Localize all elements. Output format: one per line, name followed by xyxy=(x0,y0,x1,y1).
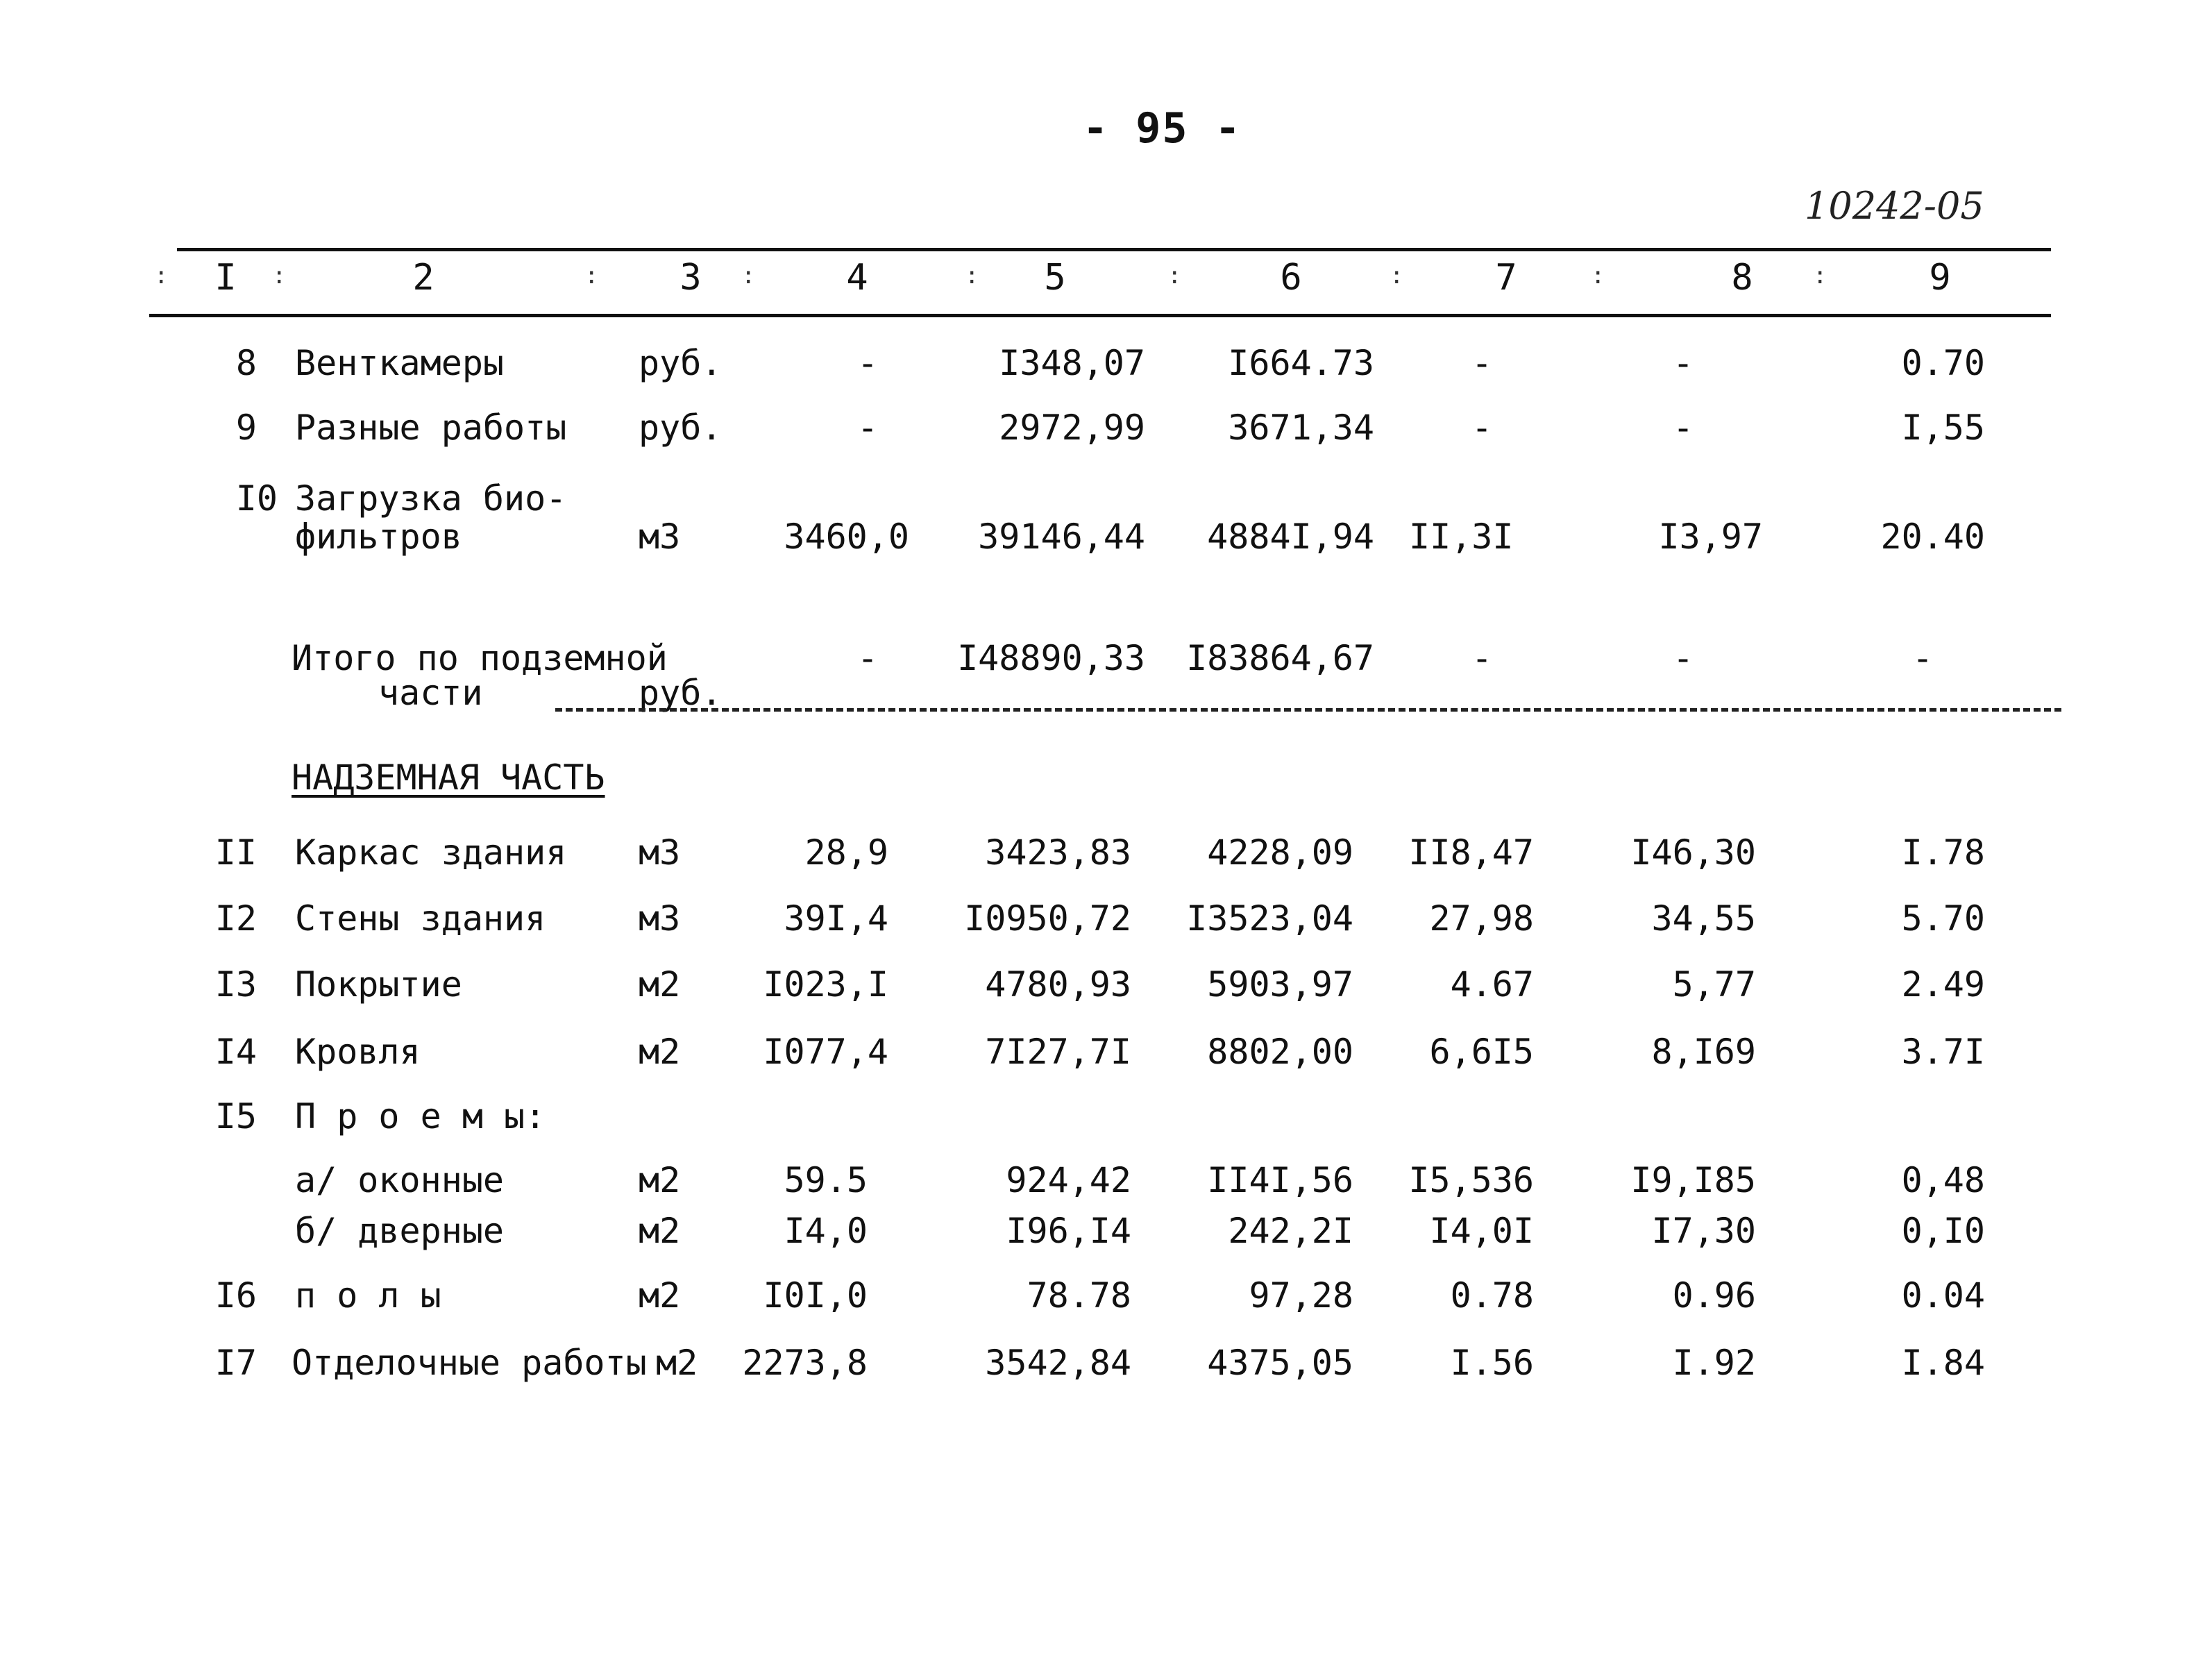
row-col6: 4228,09 xyxy=(1207,832,1353,873)
row-unit: м3 xyxy=(639,832,681,873)
row-name: п о л ы xyxy=(295,1275,441,1316)
row-col9: 0.04 xyxy=(1901,1275,1985,1316)
row-col6: 4884I,94 xyxy=(1207,517,1374,557)
row-col6: I664.73 xyxy=(1228,343,1374,383)
row-col9: 20.40 xyxy=(1880,517,1985,557)
row-col6: 242,2I xyxy=(1228,1211,1353,1251)
row-name: Отделочные работы xyxy=(292,1343,647,1383)
row-col5: 78.78 xyxy=(1027,1275,1131,1316)
row-col6: 3671,34 xyxy=(1228,408,1374,448)
row-col6: 5903,97 xyxy=(1207,964,1353,1005)
subtotal-col6: I83864,67 xyxy=(1186,638,1374,678)
col-separator: : xyxy=(584,262,599,290)
row-number: II xyxy=(214,832,257,873)
row-col5: 7I27,7I xyxy=(985,1032,1131,1072)
subtotal-name-continued: части xyxy=(378,673,483,713)
row-number: I5 xyxy=(214,1096,257,1136)
row-col8: 5,77 xyxy=(1672,964,1756,1005)
header-bottom-rule xyxy=(149,314,2051,317)
row-name: Венткамеры xyxy=(295,343,505,383)
row-col4: I0I,0 xyxy=(763,1275,868,1316)
subtotal-col8: - xyxy=(1672,638,1694,678)
col-header-6: 6 xyxy=(1280,257,1302,299)
row-col8: I7,30 xyxy=(1651,1211,1756,1251)
row-name-continued: фильтров xyxy=(295,517,462,557)
row-col5: 2972,99 xyxy=(999,408,1145,448)
row-name: П р о е м ы: xyxy=(295,1096,546,1136)
row-number: 8 xyxy=(235,343,257,383)
subtotal-col5: I48890,33 xyxy=(957,638,1145,678)
col-separator: : xyxy=(1167,262,1182,290)
col-separator: : xyxy=(965,262,979,290)
row-col8: 34,55 xyxy=(1651,898,1756,939)
row-col5: 4780,93 xyxy=(985,964,1131,1005)
row-col6: I3523,04 xyxy=(1186,898,1353,939)
row-col4: I023,I xyxy=(763,964,888,1005)
col-header-1: I xyxy=(214,257,237,299)
row-col7: 27,98 xyxy=(1429,898,1534,939)
row-col7: I5,536 xyxy=(1408,1160,1534,1200)
row-name: Разные работы xyxy=(295,408,567,448)
row-col8: - xyxy=(1672,408,1694,448)
subtotal-col9: - xyxy=(1911,638,1934,678)
row-number: I0 xyxy=(235,478,278,519)
row-col9: I,55 xyxy=(1901,408,1985,448)
row-unit: руб. xyxy=(639,408,723,448)
row-col6: 97,28 xyxy=(1249,1275,1353,1316)
row-number: I6 xyxy=(214,1275,257,1316)
col-header-9: 9 xyxy=(1929,257,1951,299)
row-unit: м2 xyxy=(639,1211,681,1251)
row-col4: I4,0 xyxy=(784,1211,868,1251)
row-col4: - xyxy=(856,343,879,383)
row-unit: м2 xyxy=(656,1343,698,1383)
row-col9: I.78 xyxy=(1901,832,1985,873)
subtotal-dashed-rule xyxy=(555,708,2061,712)
row-unit: м2 xyxy=(639,1275,681,1316)
col-separator: : xyxy=(154,262,169,290)
subtotal-col7: - xyxy=(1471,638,1493,678)
row-col4: 28,9 xyxy=(804,832,888,873)
row-number: I4 xyxy=(214,1032,257,1072)
page-number: - 95 - xyxy=(1083,104,1242,153)
row-col8: - xyxy=(1672,343,1694,383)
col-separator: : xyxy=(1591,262,1605,290)
row-col7: II8,47 xyxy=(1408,832,1534,873)
row-col8: I3,97 xyxy=(1658,517,1763,557)
row-unit: м3 xyxy=(639,517,681,557)
subtotal-col4: - xyxy=(856,638,879,678)
row-col9: 0,I0 xyxy=(1901,1211,1985,1251)
row-col8: I.92 xyxy=(1672,1343,1756,1383)
row-unit: м3 xyxy=(639,898,681,939)
row-col9: I.84 xyxy=(1901,1343,1985,1383)
row-col7: - xyxy=(1471,343,1493,383)
row-col4: I077,4 xyxy=(763,1032,888,1072)
section-title: НАДЗЕМНАЯ ЧАСТЬ xyxy=(292,757,605,798)
row-col4: 39I,4 xyxy=(784,898,888,939)
row-col4: 2273,8 xyxy=(742,1343,868,1383)
header-top-rule xyxy=(177,248,2051,251)
row-name: б/ дверные xyxy=(295,1211,505,1251)
row-number: I7 xyxy=(214,1343,257,1383)
row-unit: м2 xyxy=(639,964,681,1005)
row-col9: 5.70 xyxy=(1901,898,1985,939)
row-col7: - xyxy=(1471,408,1493,448)
row-col4: 59.5 xyxy=(784,1160,868,1200)
col-separator: : xyxy=(741,262,756,290)
row-col6: 4375,05 xyxy=(1207,1343,1353,1383)
row-number: 9 xyxy=(235,408,257,448)
col-header-3: 3 xyxy=(679,257,702,299)
col-separator: : xyxy=(1813,262,1827,290)
row-col6: II4I,56 xyxy=(1207,1160,1353,1200)
row-col5: I0950,72 xyxy=(964,898,1131,939)
row-col6: 8802,00 xyxy=(1207,1032,1353,1072)
col-header-4: 4 xyxy=(846,257,868,299)
row-name: Каркас здания xyxy=(295,832,567,873)
row-col7: I4,0I xyxy=(1429,1211,1534,1251)
row-name: Стены здания xyxy=(295,898,546,939)
row-col7: 0.78 xyxy=(1450,1275,1534,1316)
subtotal-name: Итого по подземной xyxy=(292,638,668,678)
row-number: I3 xyxy=(214,964,257,1005)
row-name: Покрытие xyxy=(295,964,462,1005)
row-col9: 3.7I xyxy=(1901,1032,1985,1072)
row-col7: II,3I xyxy=(1409,517,1514,557)
row-col9: 0.70 xyxy=(1901,343,1985,383)
row-col8: I46,30 xyxy=(1630,832,1756,873)
row-col5: 39146,44 xyxy=(978,517,1145,557)
row-unit: м2 xyxy=(639,1032,681,1072)
col-header-8: 8 xyxy=(1731,257,1753,299)
col-header-5: 5 xyxy=(1044,257,1066,299)
subtotal-unit: руб. xyxy=(639,673,723,713)
document-code: 10242-05 xyxy=(1805,184,1984,228)
row-col8: 8,I69 xyxy=(1651,1032,1756,1072)
row-number: I2 xyxy=(214,898,257,939)
row-col5: I96,I4 xyxy=(1006,1211,1131,1251)
row-col4: - xyxy=(856,408,879,448)
row-col7: 6,6I5 xyxy=(1429,1032,1534,1072)
row-col5: I348,07 xyxy=(999,343,1145,383)
row-unit: м2 xyxy=(639,1160,681,1200)
col-separator: : xyxy=(272,262,287,290)
row-name: Кровля xyxy=(295,1032,421,1072)
row-col7: I.56 xyxy=(1450,1343,1534,1383)
row-col7: 4.67 xyxy=(1450,964,1534,1005)
row-name: а/ оконные xyxy=(295,1160,505,1200)
col-separator: : xyxy=(1390,262,1404,290)
col-header-2: 2 xyxy=(412,257,434,299)
row-col5: 3423,83 xyxy=(985,832,1131,873)
row-col4: 3460,0 xyxy=(784,517,909,557)
row-col9: 2.49 xyxy=(1901,964,1985,1005)
col-header-7: 7 xyxy=(1495,257,1517,299)
row-col8: 0.96 xyxy=(1672,1275,1756,1316)
row-unit: руб. xyxy=(639,343,723,383)
row-col5: 924,42 xyxy=(1006,1160,1131,1200)
row-col8: I9,I85 xyxy=(1630,1160,1756,1200)
row-col5: 3542,84 xyxy=(985,1343,1131,1383)
row-name: Загрузка био- xyxy=(295,478,567,519)
row-col9: 0,48 xyxy=(1901,1160,1985,1200)
